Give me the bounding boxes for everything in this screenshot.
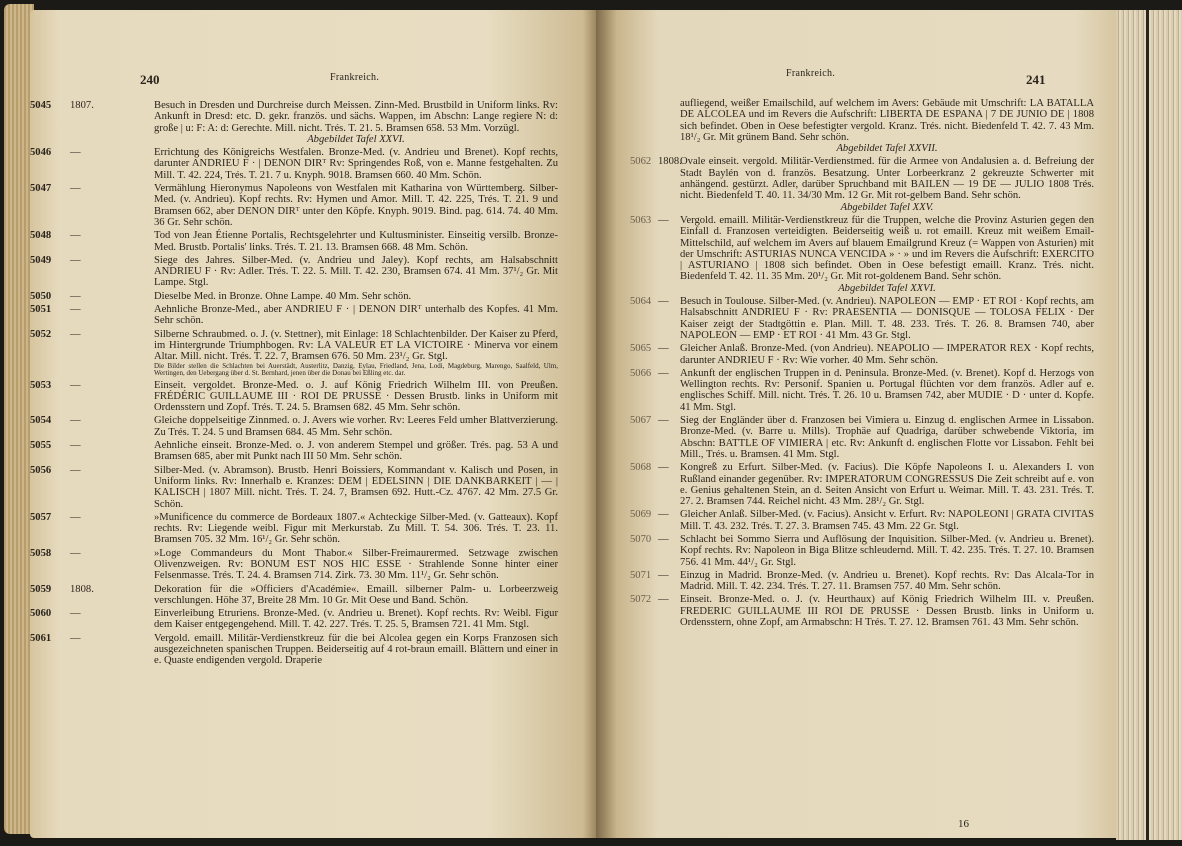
entry-text: Vergold. emaill. Militär-Verdienstkreuz für die bei Alcolea gegen ein Korps Franzosen sich ausgezeichneten spanischen Truppen. Beiderseitig auf 4 rot-braun emaill. Blättern und einer in e. Quaste endigenden vergold. Draperie	[154, 632, 558, 667]
lot-number: 5071	[630, 569, 652, 581]
entry-year: —	[658, 343, 669, 355]
lot-number: 5052	[30, 328, 52, 340]
book-edge-right	[1116, 10, 1182, 840]
entry-year: —	[70, 304, 81, 316]
catalog-entry	[30, 255, 558, 289]
entry-year: —	[658, 533, 669, 545]
catalog-entry	[630, 415, 1094, 460]
entry-year: —	[70, 464, 81, 476]
catalog-entry	[630, 594, 1094, 629]
entry-text: Tod von Jean Étienne Portalis, Rechtsgelehrter und Kultusminister. Einseitig versilb. Bronze-Med. Brustb. Portalis' links. Trés. T. 21. 13. Bramsen 668. 48 Mm. Schön.	[154, 230, 558, 253]
entry-year: —	[658, 296, 669, 308]
entry-year: 1808.	[70, 583, 94, 595]
right-page	[596, 10, 1116, 838]
lot-number: 5045	[30, 100, 52, 111]
catalog-entry	[30, 548, 558, 582]
entry-year: —	[658, 569, 669, 581]
entry-text: Gleicher Anlaß. Bronze-Med. (von Andrieu). NEAPOLIO — IMPERATOR REX · Kopf rechts, darunter ANDRIEU F · Rv: Wie vorher. 40 Mm. Sehr schön.	[680, 343, 1094, 366]
lot-number: 5066	[630, 367, 652, 379]
catalog-entry	[30, 230, 558, 253]
entry-text: Vergold. emaill. Militär-Verdienstkreuz für die Truppen, welche die Provinz Asturien gegen den Einfall d. Franzosen verteidigten. Beiderseitig weiß u. rot emaill. Kreuz mit weißem Email-Mittelschild, auf welchem im Avers auf blauem Emailgrund Kreuz (= Wappen von Asturien) mit der Umschrift: ASTURIAS NUNCA VENCIDA » · » und im Revers die Aufschrift: EXERCITO | ASTURIANO | 1808 sich befindet. Oben in Oese befestigt emaill. Kranz. Trés. nicht. Biedenfeld T. 42. 11. 35 Mm. 20¹/₂ Gr. Mit rot-goldenem Band. Sehr schön.	[680, 214, 1094, 283]
lot-number: 5049	[30, 254, 52, 266]
catalog-entry	[630, 343, 1094, 366]
catalog-entry	[30, 147, 558, 181]
plate-reference: Abgebildet Tafel XXVI.	[838, 282, 936, 294]
lot-number: 5063	[630, 214, 652, 226]
entry-year: —	[70, 632, 81, 644]
entry-year: —	[70, 147, 81, 159]
entry-year: —	[70, 440, 81, 452]
entry-text: Einzug in Madrid. Bronze-Med. (v. Andrieu u. Brenet). Kopf rechts. Rv: Das Alcala-Tor in Madrid. Mill. T. 42. 234. Trés. T. 27. 11. Bramsen 757. 40 Mm. Sehr schön.	[680, 569, 1094, 593]
lot-number: 5047	[30, 183, 52, 195]
entry-year: —	[658, 415, 669, 427]
lot-number: 5050	[30, 290, 52, 302]
lot-number: 5059	[30, 583, 52, 595]
entry-year: —	[70, 608, 81, 620]
entry-year: —	[658, 594, 669, 606]
entry-text: Gleiche doppelseitige Zinnmed. o. J. Avers wie vorher. Rv: Leeres Feld umher Blattverzierung. Zu Trés. T. 24. 5 und Bramsen 684. 45 Mm. Sehr schön.	[154, 415, 558, 438]
catalog-entry	[630, 214, 1094, 294]
lot-number: 5051	[30, 304, 52, 316]
lot-number: 5072	[630, 594, 652, 606]
entry-text: Dekoration für die »Officiers d'Académie«. Emaill. silberner Palm- u. Lorbeerzweig verschlungen. Höhe 37, Breite 28 Mm. 10 Gr. Mit Oese und Band. Schön.	[154, 583, 558, 606]
catalog-entry	[30, 183, 558, 228]
catalog-entry	[630, 296, 1094, 341]
entry-text: Vermählung Hieronymus Napoleons von Westfalen mit Katharina von Württemberg. Silber-Med. (v. Andrieu). Kopf rechts. Rv: Hymen und Amor. Mill. T. 42. 225, Trés. T. 21. 9 und Bramsen 662, aber DENON DIRᵀ unter den Köpfe. Knyph. 9019. Bind. pag. 614. 74. 40 Mm. 36 Gr. Sehr schön.	[154, 183, 558, 228]
entry-text: »Loge Commandeurs du Mont Thabor.« Silber-Freimaurermed. Setzwage zwischen Olivenzweigen. Rv: BONUM EST NOS HIC ESSE · Strahlende Sonne hinter einer Felsenmasse. Trés. T. 24. 4. Bramsen 714. Zirk. 73. 30 Mm. 11¹/₂ Gr. Sehr schön.	[154, 547, 558, 582]
entry-year: —	[658, 509, 669, 521]
lot-number: 5067	[630, 415, 652, 427]
entry-year: —	[70, 415, 81, 427]
catalog-entry	[630, 509, 1094, 532]
catalog-entry	[630, 533, 1094, 568]
plate-reference: Abgebildet Tafel XXVI.	[307, 133, 405, 145]
lot-number: 5057	[30, 511, 52, 523]
right-column	[630, 98, 1094, 630]
catalog-entry	[30, 633, 558, 667]
catalog-entry	[30, 440, 558, 463]
entry-year: —	[70, 254, 81, 266]
entry-text: Siege des Jahres. Silber-Med. (v. Andrieu und Jaley). Kopf rechts, am Halsabschnitt ANDRIEU F · Rv: Adler. Trés. T. 22. 5. Mill. T. 42. 230, Bramsen 674. 41 Mm. 37¹/₂ Gr. Mit Lampe. Stgl.	[154, 254, 558, 289]
entry-year: 1807.	[70, 100, 94, 111]
catalog-entry	[630, 569, 1094, 593]
catalog-entry	[630, 462, 1094, 508]
lot-number: 5046	[30, 147, 52, 159]
entry-text: Silber-Med. (v. Abramson). Brustb. Henri Boissiers, Kommandant v. Kalisch und Posen, in Uniform links. Rv: Innerhalb e. Kranzes: DEM | EDELSINN | DIE DANKBARKEIT | — | KALISCH | 1807 Mill. nicht. Trés. T. 24. 7, Bramsen 692. Hutt.-Cz. 4767. 42 Mm. 27.5 Gr. Schön.	[154, 464, 558, 510]
catalog-entry	[30, 512, 558, 546]
entry-year: —	[70, 379, 81, 391]
entry-year: —	[70, 547, 81, 559]
lot-number: 5055	[30, 440, 52, 452]
lot-number: 5069	[630, 509, 652, 521]
entry-text: Silberne Schraubmed. o. J. (v. Stettner), mit Einlage: 18 Schlachtenbilder. Der Kaiser zu Pferd, im Hintergrunde Triumphbogen. Rv: LA VALEUR ET LA VICTOIRE · Minerva vor einem Altar. Mill. nicht. Trés. T. 22. 7, Bramsen 676. 50 Mm. 23¹/₂ Gr. Stgl.	[154, 328, 558, 363]
entry-text: Aehnliche Bronze-Med., aber ANDRIEU F · | DENON DIRᵀ unterhalb des Kopfes. 41 Mm. Sehr schön.	[154, 304, 558, 327]
entry-year: —	[70, 328, 81, 340]
catalog-entry	[30, 608, 558, 631]
lot-number: 5062	[630, 156, 652, 168]
lot-number: 5064	[630, 296, 652, 308]
entry-text: Einverleibung Etruriens. Bronze-Med. (v. Andrieu u. Brenet). Kopf rechts. Rv: Weibl. Figur dem Kaiser entgegengehend. Mill. T. 42. 227. Trés. T. 25. 5, Bramsen 721. 41 Mm. Stgl.	[154, 608, 558, 631]
entry-text: Kongreß zu Erfurt. Silber-Med. (v. Facius). Die Köpfe Napoleons I. u. Alexanders I. von Rußland einander gegenüber. Rv: IMPERATORUM CONGRESSUS Die Zeit schreibt auf e. von e. Genius gehaltenen Stein, an d. Seiten Ansicht von Erfurt u. Weimar. Mill. T. 43. 231. Trés. T. 27. 2. Bramsen 744. Reichel nicht. 43 Mm. 28¹/₂ Gr. Stgl.	[680, 462, 1094, 508]
entry-year: —	[658, 214, 669, 226]
catalog-entry	[30, 465, 558, 510]
lot-number: 5048	[30, 230, 52, 242]
catalog-entry	[30, 291, 558, 302]
entry-text: Aehnliche einseit. Bronze-Med. o. J. von anderem Stempel und größer. Trés. pag. 53 A und Bramsen 685, aber mit Punkt nach III 50 Mm. Sehr schön.	[154, 440, 558, 463]
entry-text: Sieg der Engländer über d. Franzosen bei Vimiera u. Einzug d. englischen Armee in Lissabon. Bronze-Med. (v. Barre u. Mills). Trophäe auf Quadriga, darüber schwebende Viktoria, im Abschn: BATTLE OF VIMIERA | etc. Rv: Ankunft d. englischen Flotte vor Lissabon. Fehlt bei Mill., Trés. u. Bramsen. 41 Mm. Stgl.	[680, 415, 1094, 460]
catalog-entry	[30, 415, 558, 438]
entry-text: Ovale einseit. vergold. Militär-Verdienstmed. für die Armee von Andalusien a. d. Befreiung der Stadt Baylén von d. französ. Besatzung. Unter Lorbeerkranz 2 gekreuzte Schwerter mit anhängend. gestürzt. Adler, darüber Spruchband mit BAILEN — 19 DE — JULIO 1808 Trés. nicht. Biedenfeld T. 40. 11. 34/30 Mm. 12 Gr. Mit rot-gelbem Band. Sehr schön.	[680, 156, 1094, 202]
page-edge-shadow	[1146, 10, 1149, 840]
lot-number: 5060	[30, 608, 52, 620]
lot-number: 5070	[630, 533, 652, 545]
page-number: 241	[1026, 72, 1046, 87]
right-entries	[630, 156, 1094, 629]
entry-text: Schlacht bei Sommo Sierra und Auflösung der Inquisition. Silber-Med. (v. Andrieu u. Brenet). Kopf rechts. Rv: Napoleon in Biga Blitze schleudernd. Mill. T. 42. 235. Trés. T. 27. 10. Bramsen 756. 41 Mm. 44¹/₂ Gr. Stgl.	[680, 533, 1094, 568]
catalog-entry	[30, 304, 558, 327]
entry-continued	[636, 98, 1094, 154]
entry-year: —	[658, 367, 669, 379]
entry-text: aufliegend, weißer Emailschild, auf welchem im Avers: Gebäude mit Umschrift: LA BATALLA DE ALCOLEA und im Revers die Aufschrift: LIBERTA DE ESPANA | 7 DE JUNIO DE | 1808 sich befindet. Oben in Oese befestigter vergold. Kranz. Trés. nicht. Biedenfeld T. 42. 7. 43 Mm. 18¹/₂ Gr. Mit grünem Band. Sehr schön.	[680, 98, 1094, 143]
catalog-entry	[630, 156, 1094, 213]
entry-year: —	[70, 183, 81, 195]
lot-number: 5065	[630, 343, 652, 355]
left-column	[30, 100, 558, 669]
plate-reference: Abgebildet Tafel XXV.	[840, 201, 934, 213]
catalog-entry	[30, 380, 558, 414]
entry-year: —	[70, 511, 81, 523]
running-head: Frankreich.	[330, 72, 380, 83]
entry-text: »Munificence du commerce de Bordeaux 1807.« Achteckige Silber-Med. (v. Gatteaux). Kopf rechts. Rv: Liegende weibl. Figur mit Merkurstab. Zu Mill. T. 54. 306. Trés. T. 23. 11. Bramsen 705. 32 Mm. 16¹/₂ Gr. Sehr schön.	[154, 511, 558, 546]
running-head: Frankreich.	[786, 68, 836, 79]
catalog-entry	[30, 100, 558, 145]
entry-text: Ankunft der englischen Truppen in d. Peninsula. Bronze-Med. (v. Brenet). Kopf d. Herzogs von Wellington rechts. Rv: Personif. Spanien u. Portugal flüchten vor dem französ. Adler auf e. englisches Schiff. Mill. nicht. Trés. T. 26. 10 u. Bramsen 742, aber MUDIE · D · unter d. Kopfe. 41 Mm. Stgl.	[680, 367, 1094, 413]
entry-text: Besuch in Dresden und Durchreise durch Meissen. Zinn-Med. Brustbild in Uniform links. Rv: Ankunft in Dresd: etc. D. gekr. französ. und sächs. Wappen, im Abschn: Lange regiere N: d: große | u: F: A: d: Gerechte. Mill. nicht. Trés. T. 21. 5. Bramsen 658. 53 Mm. Vorzügl.	[154, 100, 558, 134]
lot-number: 5058	[30, 547, 52, 559]
entry-text: Einseit. vergoldet. Bronze-Med. o. J. auf König Friedrich Wilhelm III. von Preußen. FRÉDÉRIC GUILLAUME III · ROI DE PRUSSE · Dessen Brustb. links in Uniform mit Ordensstern und Zopf. Trés. T. 24. 5. Bramsen 682. 45 Mm. Sehr schön.	[154, 379, 558, 414]
entry-text: Gleicher Anlaß. Silber-Med. (v. Facius). Ansicht v. Erfurt. Rv: NAPOLEONI | GRATA CIVITAS Mill. T. 43. 232. Trés. T. 27. 3. Bramsen 745. 43 Mm. 22 Gr. Stgl.	[680, 509, 1094, 532]
entry-text: Besuch in Toulouse. Silber-Med. (v. Andrieu). NAPOLEON — EMP · ET ROI · Kopf rechts, am Halsabschnitt ANDRIEU F · Rv: PRAESENTIA — DONISQUE — TOLOSA FELIX · Der Kaiser zeigt der Stadtgöttin e. Plan. Mill. T. 48. 233. Trés. T. 26. 8. Bramsen 740, aber NAPOLEON — EMP · ET ROI · 41 Mm. 43 Gr. Stgl.	[680, 296, 1094, 341]
lot-number: 5068	[630, 462, 652, 474]
plate-reference: Abgebildet Tafel XXVII.	[836, 143, 938, 155]
entry-text: Einseit. Bronze-Med. o. J. (v. Heurthaux) auf König Friedrich Wilhelm III. v. Preußen. FREDERIC GUILLAUME III ROI DE PRUSSE · Dessen Brustb. links in Uniform u. Ordensstern, ohne Zopf, am Armabschn: H Trés. T. 27. 12. Bramsen 761. 43 Mm. Sehr schön.	[680, 594, 1094, 629]
entry-text: Dieselbe Med. in Bronze. Ohne Lampe. 40 Mm. Sehr schön.	[154, 290, 412, 302]
page-number: 240	[140, 72, 160, 87]
lot-number: 5054	[30, 415, 52, 427]
entry-year: —	[70, 290, 81, 302]
catalog-entry	[30, 584, 558, 607]
signature-mark: 16	[958, 818, 969, 830]
entry-year: —	[70, 230, 81, 242]
catalog-entry	[630, 367, 1094, 413]
entry-text: Errichtung des Königreichs Westfalen. Bronze-Med. (v. Andrieu und Brenet). Kopf rechts, darunter ANDRIEU F · | DENON DIRᵀ Rv: Springendes Roß, von e. Manne festgehalten. Zu Mill. T. 42. 224, Trés. T. 21. 7 u. Knyph. 9018. Bramsen 660. 40 Mm. Schön.	[154, 147, 558, 181]
lot-number: 5056	[30, 464, 52, 476]
footnote: Die Bilder stellen die Schlachten bei Auerstädt, Austerlitz, Danzig, Eylau, Friedland, Jena, Lodi, Magdeburg, Marengo, Saalfeld, Ulm, Wertingen, den Uebergang über d. St. Bernhard, jenen über die Donau bei Eßling etc. dar.	[154, 361, 558, 378]
catalog-entry	[30, 329, 558, 378]
entry-year: —	[658, 462, 669, 474]
lot-number: 5053	[30, 379, 52, 391]
entry-year: 1808.	[658, 156, 682, 168]
lot-number: 5061	[30, 632, 52, 644]
left-page	[30, 10, 600, 838]
